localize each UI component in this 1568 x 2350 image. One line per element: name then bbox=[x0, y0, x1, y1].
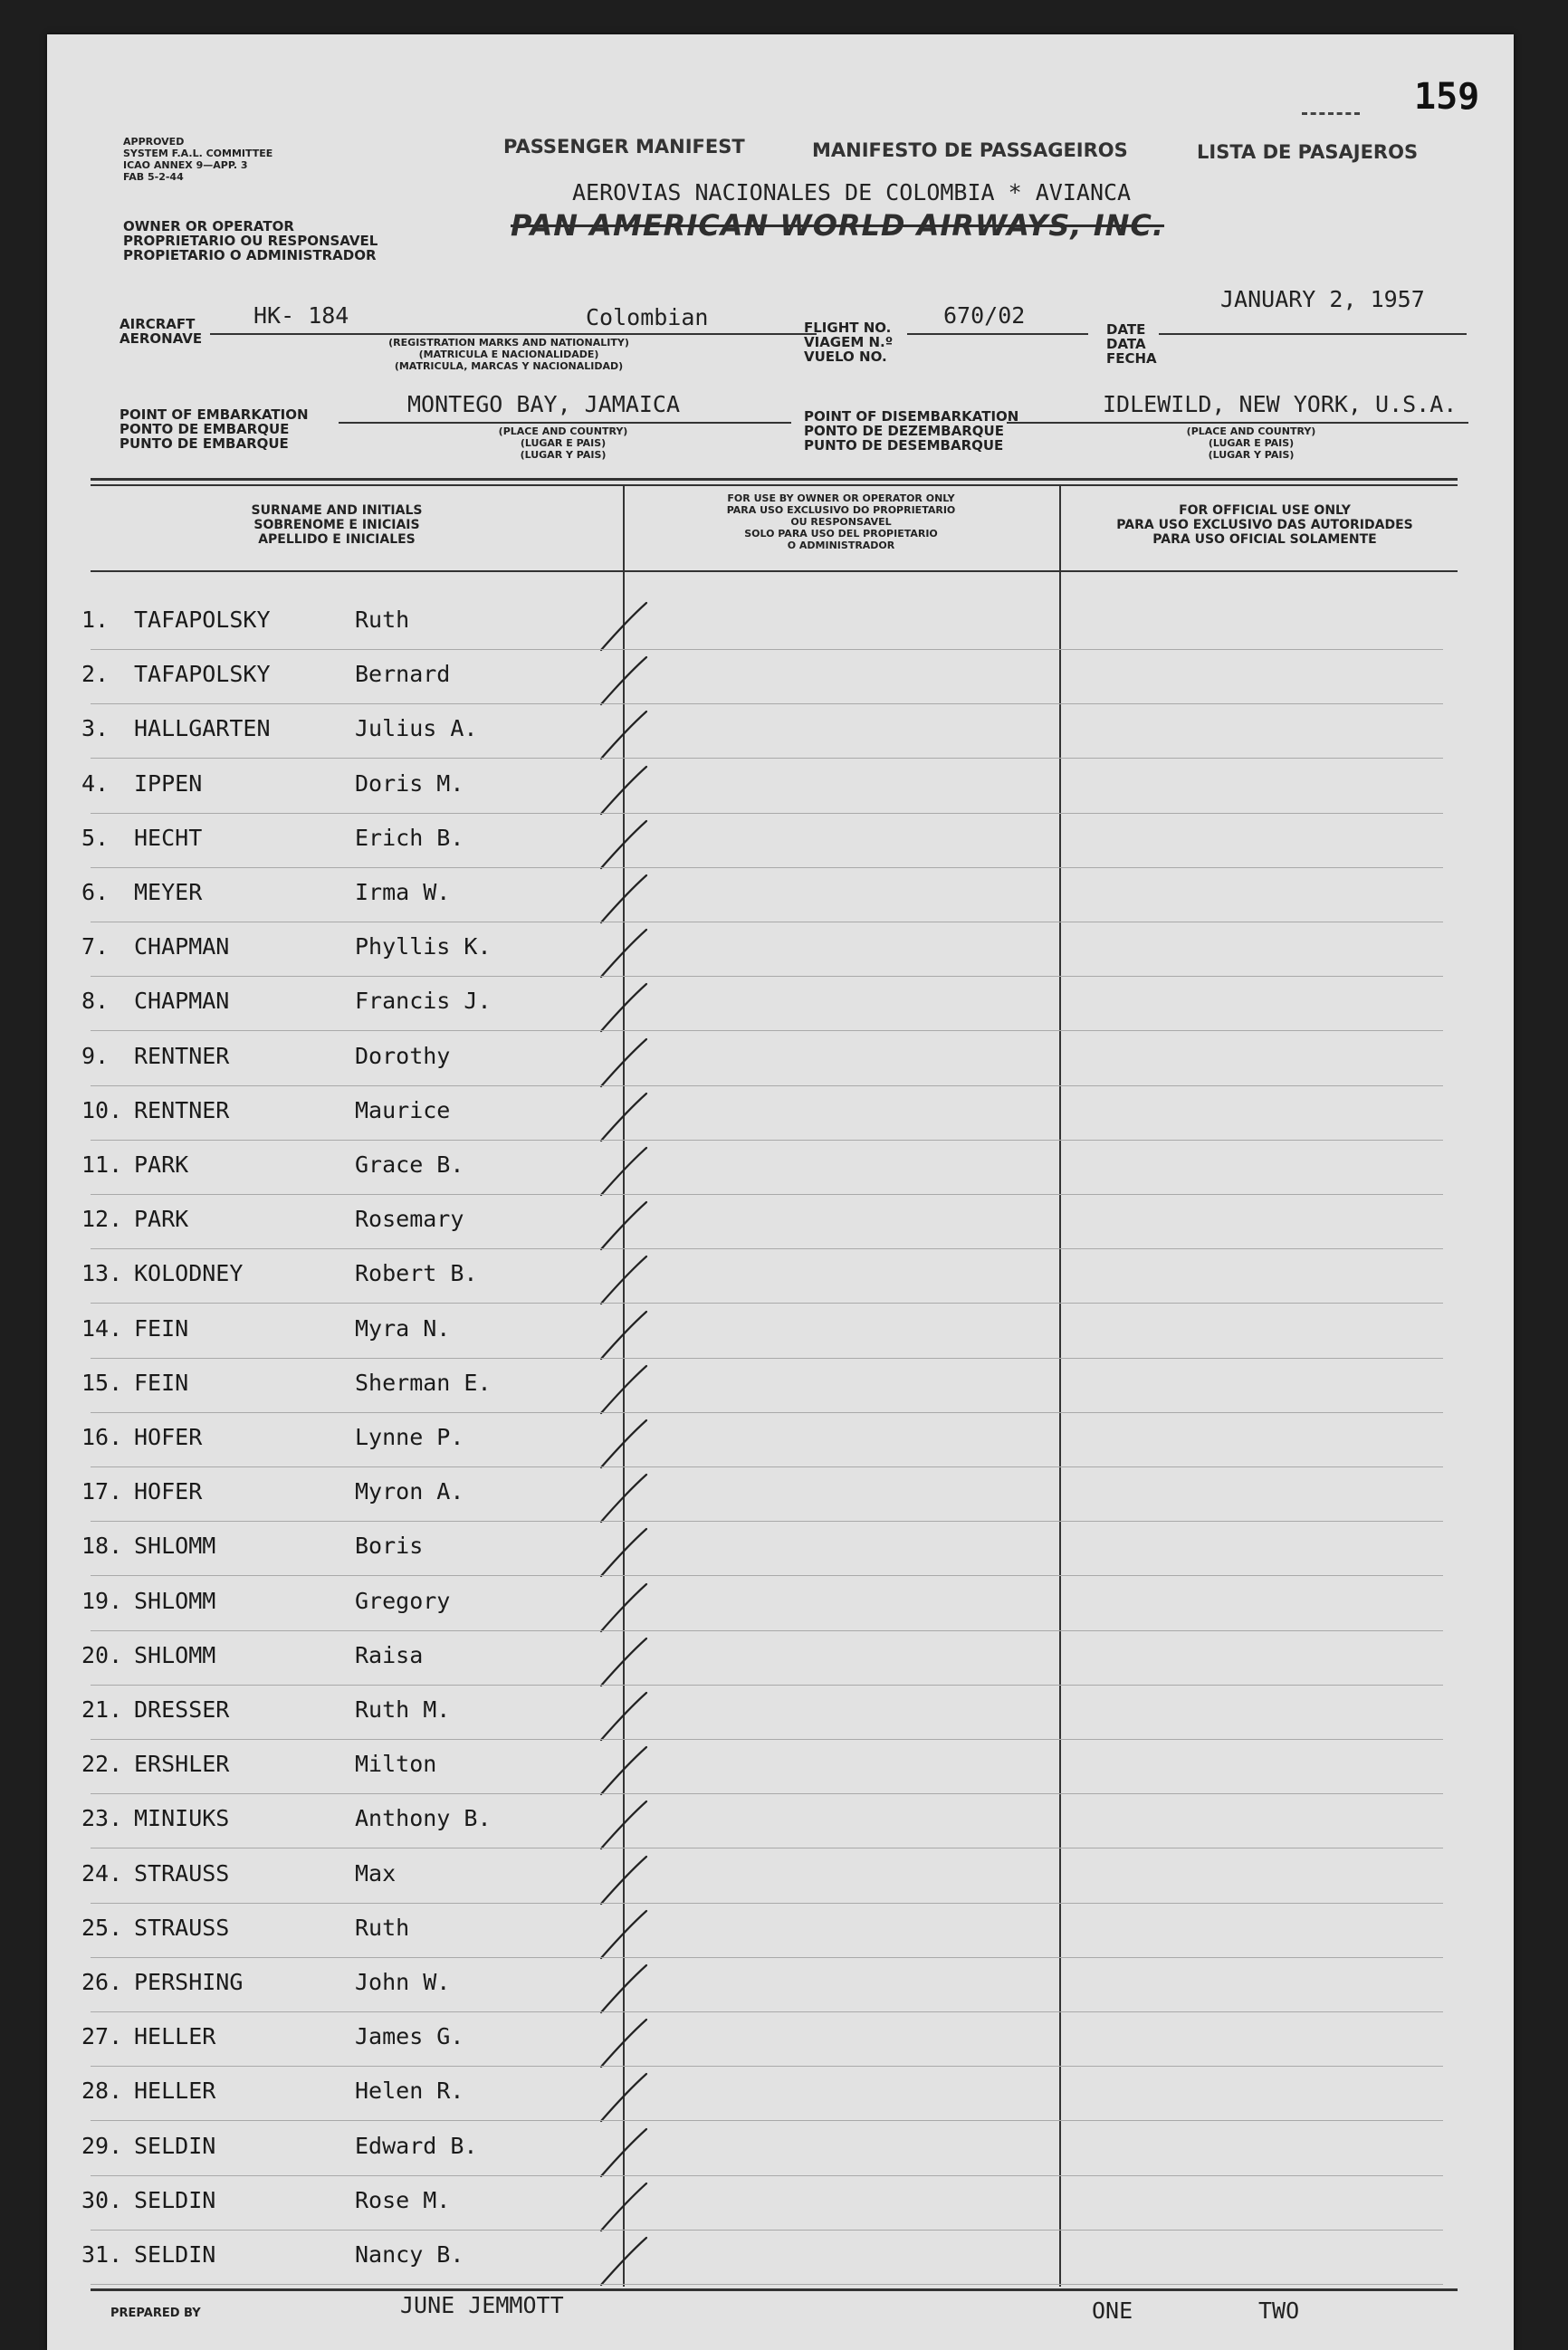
passenger-surname: DRESSER bbox=[134, 1696, 230, 1723]
passenger-number: 9. bbox=[81, 1042, 110, 1069]
embarkation-underline bbox=[339, 422, 791, 424]
table-bottom-rule bbox=[91, 2288, 1458, 2291]
title-lista-de-pasajeros: LISTA DE PASAJEROS bbox=[1197, 141, 1419, 163]
passenger-surname: CHAPMAN bbox=[134, 988, 230, 1015]
table-row bbox=[47, 1467, 1514, 1522]
check-mark-icon bbox=[596, 1525, 650, 1580]
passenger-given-name: Max bbox=[355, 1859, 397, 1887]
table-row bbox=[47, 596, 1514, 650]
embarkation-label bbox=[120, 407, 309, 451]
check-mark-icon bbox=[596, 817, 650, 872]
date-value: JANUARY 2, 1957 bbox=[1220, 286, 1425, 312]
approved-block bbox=[123, 136, 272, 183]
embarkation-label-line: PONTO DE EMBARQUE bbox=[120, 421, 290, 437]
embarkation-value: MONTEGO BAY, JAMAICA bbox=[407, 391, 681, 417]
passenger-number: 12. bbox=[81, 1206, 123, 1233]
passenger-surname: HOFER bbox=[134, 1478, 203, 1505]
owner-label-line: OWNER OR OPERATOR bbox=[123, 218, 294, 234]
check-mark-icon bbox=[596, 1853, 650, 1907]
passenger-surname: PARK bbox=[134, 1206, 189, 1233]
passenger-given-name: Sherman E. bbox=[355, 1369, 492, 1396]
passenger-given-name: Lynne P. bbox=[355, 1424, 464, 1450]
check-mark-icon bbox=[596, 1308, 650, 1362]
check-mark-icon bbox=[596, 926, 650, 980]
passenger-number: 7. bbox=[81, 933, 110, 960]
aircraft-sublabel-line: (MATRICULA, MARCAS Y NACIONALIDAD) bbox=[394, 360, 624, 372]
check-mark-icon bbox=[596, 1907, 650, 1962]
passenger-given-name: Myron A. bbox=[355, 1478, 464, 1505]
approved-line: SYSTEM F.A.L. COMMITTEE bbox=[123, 148, 273, 159]
passenger-number: 22. bbox=[81, 1751, 123, 1778]
passenger-number: 29. bbox=[81, 2132, 123, 2159]
disembarkation-underline bbox=[1007, 422, 1468, 424]
passenger-surname: MEYER bbox=[134, 879, 203, 905]
check-mark-icon bbox=[596, 599, 650, 654]
passenger-surname: HOFER bbox=[134, 1424, 203, 1450]
date-label-line: FECHA bbox=[1106, 350, 1157, 367]
passenger-number: 31. bbox=[81, 2241, 123, 2268]
embarkation-label-line: POINT OF EMBARKATION bbox=[120, 406, 309, 423]
table-row bbox=[47, 2122, 1514, 2176]
passenger-given-name: Helen R. bbox=[355, 2078, 464, 2105]
title-passenger-manifest: PASSENGER MANIFEST bbox=[503, 136, 745, 158]
table-row bbox=[47, 1195, 1514, 1249]
passenger-surname: SHLOMM bbox=[134, 1641, 216, 1668]
passenger-surname: ERSHLER bbox=[134, 1751, 230, 1778]
passenger-number: 18. bbox=[81, 1533, 123, 1560]
passenger-surname: TAFAPOLSKY bbox=[134, 661, 271, 688]
passenger-number: 14. bbox=[81, 1314, 123, 1342]
check-mark-icon bbox=[596, 2126, 650, 2180]
passenger-number: 5. bbox=[81, 824, 110, 851]
passenger-number: 17. bbox=[81, 1478, 123, 1505]
passenger-given-name: Robert B. bbox=[355, 1260, 478, 1287]
passenger-surname: HALLGARTEN bbox=[134, 715, 271, 742]
table-row bbox=[47, 1794, 1514, 1848]
table-row bbox=[47, 2231, 1514, 2285]
table-row bbox=[47, 1141, 1514, 1195]
table-row bbox=[47, 1032, 1514, 1086]
table-row bbox=[47, 1086, 1514, 1141]
check-mark-icon bbox=[596, 1743, 650, 1798]
flight-number: 670/02 bbox=[943, 302, 1026, 329]
check-mark-icon bbox=[596, 1417, 650, 1471]
column-header-line: PARA USO EXCLUSIVO DO PROPRIETARIO bbox=[726, 504, 956, 516]
passenger-given-name: Phyllis K. bbox=[355, 933, 492, 960]
table-row bbox=[47, 1631, 1514, 1686]
passenger-number: 11. bbox=[81, 1151, 123, 1178]
table-row bbox=[47, 1249, 1514, 1304]
column-header-line: FOR USE BY OWNER OR OPERATOR ONLY bbox=[727, 492, 955, 504]
passenger-given-name: Ruth bbox=[355, 607, 410, 633]
check-mark-icon bbox=[596, 1581, 650, 1635]
header-bottom-rule bbox=[91, 570, 1458, 572]
passenger-given-name: Doris M. bbox=[355, 769, 464, 797]
passenger-given-name: Nancy B. bbox=[355, 2241, 464, 2268]
check-mark-icon bbox=[596, 763, 650, 817]
passenger-given-name: James G. bbox=[355, 2023, 464, 2050]
approved-line: APPROVED bbox=[123, 136, 185, 148]
disembarkation-sublabel-line: (LUGAR E PAIS) bbox=[1208, 437, 1295, 449]
passenger-surname: SHLOMM bbox=[134, 1533, 216, 1560]
flight-label bbox=[804, 320, 893, 364]
column-header-line: PARA USO OFICIAL SOLAMENTE bbox=[1152, 532, 1377, 547]
page-of-current: ONE bbox=[1092, 2297, 1133, 2324]
check-mark-icon bbox=[596, 654, 650, 708]
check-mark-icon bbox=[596, 2070, 650, 2125]
passenger-given-name: Rose M. bbox=[355, 2186, 451, 2213]
passenger-given-name: Boris bbox=[355, 1533, 424, 1560]
check-mark-icon bbox=[596, 708, 650, 762]
passenger-surname: SELDIN bbox=[134, 2186, 216, 2213]
approved-line: ICAO ANNEX 9—APP. 3 bbox=[123, 159, 248, 171]
flight-label-line: VUELO NO. bbox=[804, 349, 887, 365]
passenger-given-name: Milton bbox=[355, 1751, 437, 1778]
passenger-surname: FEIN bbox=[134, 1314, 189, 1342]
table-row bbox=[47, 1958, 1514, 2012]
aircraft-registration: HK- 184 bbox=[253, 302, 349, 329]
passenger-given-name: Grace B. bbox=[355, 1151, 464, 1178]
date-label-line: DATA bbox=[1106, 336, 1146, 352]
passenger-number: 28. bbox=[81, 2078, 123, 2105]
passenger-surname: HECHT bbox=[134, 824, 203, 851]
passenger-surname: SELDIN bbox=[134, 2132, 216, 2159]
check-mark-icon bbox=[596, 1689, 650, 1743]
passenger-surname: MINIUKS bbox=[134, 1805, 230, 1832]
check-mark-icon bbox=[596, 1962, 650, 2016]
approved-line: FAB 5-2-44 bbox=[123, 171, 184, 183]
passenger-surname: STRAUSS bbox=[134, 1914, 230, 1941]
table-row bbox=[47, 1686, 1514, 1740]
passenger-given-name: Rosemary bbox=[355, 1206, 464, 1233]
check-mark-icon bbox=[596, 1471, 650, 1525]
passenger-surname: HELLER bbox=[134, 2023, 216, 2050]
flight-underline bbox=[907, 333, 1088, 335]
passenger-number: 4. bbox=[81, 769, 110, 797]
passenger-number: 8. bbox=[81, 988, 110, 1015]
passenger-surname: SHLOMM bbox=[134, 1587, 216, 1614]
owner-label-line: PROPIETARIO O ADMINISTRADOR bbox=[123, 247, 377, 263]
passenger-number: 13. bbox=[81, 1260, 123, 1287]
table-row bbox=[47, 1740, 1514, 1794]
table-row bbox=[47, 1413, 1514, 1467]
passenger-number: 27. bbox=[81, 2023, 123, 2050]
prepared-by-value: JUNE JEMMOTT bbox=[400, 2292, 564, 2318]
passenger-number: 19. bbox=[81, 1587, 123, 1614]
check-mark-icon bbox=[596, 1199, 650, 1253]
check-mark-icon bbox=[596, 1144, 650, 1199]
flight-label-line: VIAGEM N.º bbox=[804, 334, 894, 350]
table-row bbox=[47, 977, 1514, 1031]
passenger-number: 30. bbox=[81, 2186, 123, 2213]
passenger-given-name: John W. bbox=[355, 1969, 451, 1995]
column-header-line: OU RESPONSAVEL bbox=[790, 516, 892, 528]
passenger-surname: SELDIN bbox=[134, 2241, 216, 2268]
passenger-given-name: Julius A. bbox=[355, 715, 478, 742]
passenger-given-name: Anthony B. bbox=[355, 1805, 492, 1832]
passenger-number: 21. bbox=[81, 1696, 123, 1723]
table-row bbox=[47, 2067, 1514, 2121]
column-header-line: FOR OFFICIAL USE ONLY bbox=[1179, 503, 1351, 518]
table-row bbox=[47, 2012, 1514, 2067]
column-header-owner-use bbox=[637, 492, 1045, 551]
check-mark-icon bbox=[596, 1798, 650, 1852]
passenger-surname: PERSHING bbox=[134, 1969, 244, 1995]
aircraft-sublabel-line: (REGISTRATION MARKS AND NATIONALITY) bbox=[388, 337, 629, 349]
passenger-surname: FEIN bbox=[134, 1369, 189, 1396]
table-row bbox=[47, 1359, 1514, 1413]
page-number: 159 bbox=[1414, 76, 1480, 118]
aircraft-sublabel-line: (MATRICULA E NACIONALIDADE) bbox=[418, 349, 599, 360]
passenger-given-name: Ruth bbox=[355, 1914, 410, 1941]
passenger-surname: IPPEN bbox=[134, 769, 203, 797]
aircraft-nationality: Colombian bbox=[586, 304, 709, 330]
table-row bbox=[47, 1577, 1514, 1631]
owner-label bbox=[123, 219, 378, 263]
embarkation-label-line: PUNTO DE EMBARQUE bbox=[120, 435, 289, 452]
table-row bbox=[47, 1849, 1514, 1904]
passenger-given-name: Ruth M. bbox=[355, 1696, 451, 1723]
passenger-given-name: Erich B. bbox=[355, 824, 464, 851]
operator-printed-struck: PAN AMERICAN WORLD AIRWAYS, INC. bbox=[511, 208, 1165, 243]
embarkation-sublabel-line: (LUGAR E PAIS) bbox=[520, 437, 607, 449]
disembarkation-label bbox=[804, 409, 1018, 453]
flight-label-line: FLIGHT NO. bbox=[804, 320, 892, 336]
row-rule bbox=[91, 2284, 1443, 2285]
table-row bbox=[47, 1304, 1514, 1359]
table-row bbox=[47, 1522, 1514, 1576]
passenger-number: 20. bbox=[81, 1641, 123, 1668]
check-mark-icon bbox=[596, 980, 650, 1035]
check-mark-icon bbox=[596, 2016, 650, 2070]
passenger-number: 6. bbox=[81, 879, 110, 905]
check-mark-icon bbox=[596, 1635, 650, 1689]
passenger-number: 3. bbox=[81, 715, 110, 742]
column-header-official-use bbox=[1070, 503, 1459, 547]
passenger-number: 10. bbox=[81, 1096, 123, 1123]
check-mark-icon bbox=[596, 872, 650, 926]
table-row bbox=[47, 759, 1514, 814]
aircraft-label bbox=[120, 317, 202, 346]
passenger-surname: RENTNER bbox=[134, 1042, 230, 1069]
table-top-rule-2 bbox=[91, 484, 1458, 486]
passenger-given-name: Irma W. bbox=[355, 879, 451, 905]
aircraft-label-line: AIRCRAFT bbox=[120, 316, 196, 332]
page-number-dash bbox=[1302, 112, 1360, 115]
passenger-surname: CHAPMAN bbox=[134, 933, 230, 960]
check-mark-icon bbox=[596, 1362, 650, 1417]
passenger-number: 1. bbox=[81, 607, 110, 633]
passenger-surname: STRAUSS bbox=[134, 1859, 230, 1887]
column-header-line: SOBRENOME E INICIAIS bbox=[253, 518, 420, 532]
column-header-line: O ADMINISTRADOR bbox=[787, 540, 895, 551]
disembarkation-label-line: PONTO DE DEZEMBARQUE bbox=[804, 423, 1004, 439]
disembarkation-label-line: POINT OF DISEMBARKATION bbox=[804, 408, 1019, 425]
manifest-sheet bbox=[47, 34, 1514, 2350]
table-row bbox=[47, 1904, 1514, 1958]
table-row bbox=[47, 704, 1514, 759]
disembarkation-sublabel bbox=[1115, 425, 1387, 461]
aircraft-label-line: AERONAVE bbox=[120, 330, 203, 347]
passenger-given-name: Gregory bbox=[355, 1587, 451, 1614]
disembarkation-label-line: PUNTO DE DESEMBARQUE bbox=[804, 437, 1004, 454]
table-top-rule bbox=[91, 478, 1458, 481]
passenger-number: 15. bbox=[81, 1369, 123, 1396]
passenger-given-name: Dorothy bbox=[355, 1042, 451, 1069]
check-mark-icon bbox=[596, 1090, 650, 1144]
aircraft-underline bbox=[210, 333, 817, 335]
passenger-given-name: Raisa bbox=[355, 1641, 424, 1668]
operator-typed: AEROVIAS NACIONALES DE COLOMBIA * AVIANCA bbox=[572, 179, 1132, 205]
passenger-surname: RENTNER bbox=[134, 1096, 230, 1123]
passenger-number: 16. bbox=[81, 1424, 123, 1450]
passenger-number: 26. bbox=[81, 1969, 123, 1995]
table-row bbox=[47, 868, 1514, 922]
column-header-line: SOLO PARA USO DEL PROPIETARIO bbox=[744, 528, 938, 540]
page-of-total: TWO bbox=[1258, 2297, 1300, 2324]
column-header-line: SURNAME AND INITIALS bbox=[251, 503, 423, 518]
passenger-surname: PARK bbox=[134, 1151, 189, 1178]
owner-label-line: PROPRIETARIO OU RESPONSAVEL bbox=[123, 233, 378, 249]
disembarkation-sublabel-line: (PLACE AND COUNTRY) bbox=[1186, 425, 1316, 437]
column-header-line: PARA USO EXCLUSIVO DAS AUTORIDADES bbox=[1116, 518, 1413, 532]
table-row bbox=[47, 922, 1514, 977]
aircraft-sublabel bbox=[319, 337, 699, 372]
date-label-line: DATE bbox=[1106, 321, 1146, 338]
column-header-line: APELLIDO E INICIALES bbox=[258, 532, 416, 547]
table-row bbox=[47, 2176, 1514, 2231]
passenger-given-name: Maurice bbox=[355, 1096, 451, 1123]
prepared-by-label: PREPARED BY bbox=[110, 2307, 201, 2320]
check-mark-icon bbox=[596, 1253, 650, 1307]
passenger-number: 2. bbox=[81, 661, 110, 688]
check-mark-icon bbox=[596, 1036, 650, 1090]
disembarkation-sublabel-line: (LUGAR Y PAIS) bbox=[1208, 449, 1295, 461]
column-header-names bbox=[192, 503, 482, 547]
check-mark-icon bbox=[596, 2180, 650, 2234]
passenger-surname: KOLODNEY bbox=[134, 1260, 244, 1287]
passenger-given-name: Edward B. bbox=[355, 2132, 478, 2159]
passenger-given-name: Francis J. bbox=[355, 988, 492, 1015]
passenger-number: 23. bbox=[81, 1805, 123, 1832]
title-manifesto-de-passageiros: MANIFESTO DE PASSAGEIROS bbox=[812, 139, 1128, 161]
table-row bbox=[47, 814, 1514, 868]
embarkation-sublabel bbox=[427, 425, 699, 461]
passenger-number: 24. bbox=[81, 1859, 123, 1887]
disembarkation-value: IDLEWILD, NEW YORK, U.S.A. bbox=[1103, 391, 1458, 417]
date-label bbox=[1106, 322, 1157, 366]
passenger-number: 25. bbox=[81, 1914, 123, 1941]
embarkation-sublabel-line: (LUGAR Y PAIS) bbox=[520, 449, 607, 461]
passenger-given-name: Myra N. bbox=[355, 1314, 451, 1342]
passenger-given-name: Bernard bbox=[355, 661, 451, 688]
embarkation-sublabel-line: (PLACE AND COUNTRY) bbox=[498, 425, 628, 437]
passenger-surname: TAFAPOLSKY bbox=[134, 607, 271, 633]
passenger-surname: HELLER bbox=[134, 2078, 216, 2105]
check-mark-icon bbox=[596, 2234, 650, 2288]
date-underline bbox=[1159, 333, 1467, 335]
table-row bbox=[47, 650, 1514, 704]
